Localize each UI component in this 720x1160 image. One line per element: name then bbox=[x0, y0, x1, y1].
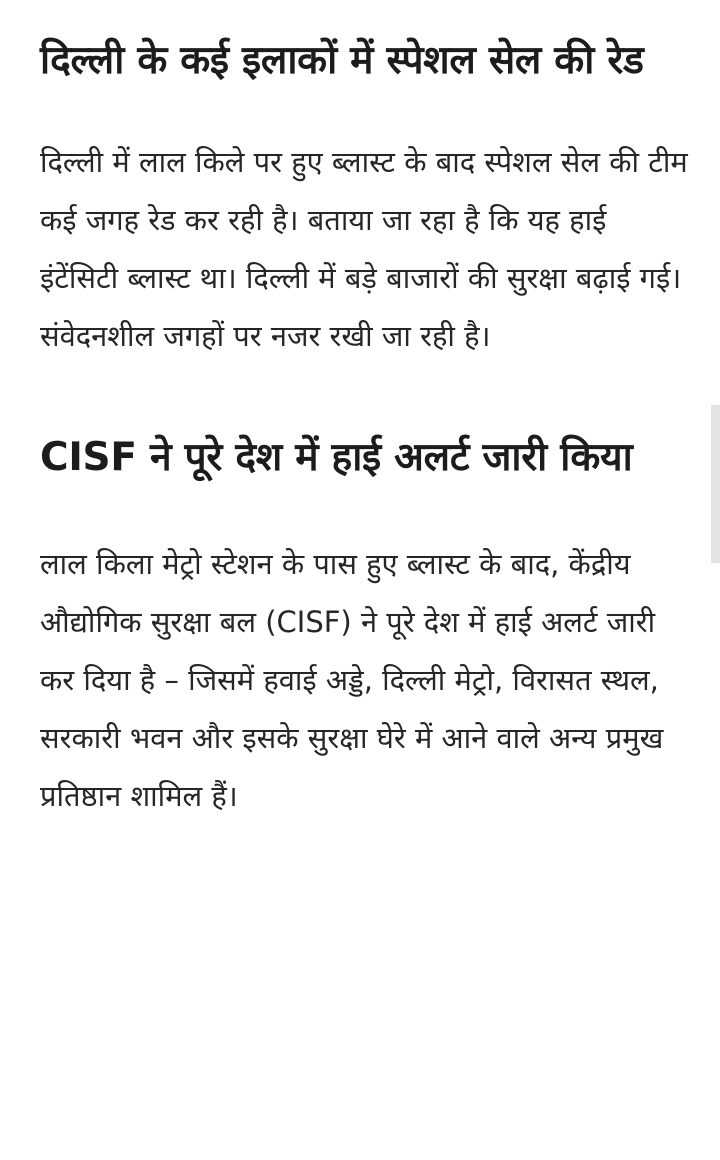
section-body-special-cell-raid: दिल्ली में लाल किले पर हुए ब्लास्ट के बाद स्पेशल सेल की टीम कई जगह रेड कर रही है। बताया जा रहा है कि यह हाई इंटेंसिटी ब्लास्ट था। दिल्ली में बड़े बाजारों की सुरक्षा बढ़ाई गई। संवेदनशील जगहों पर नजर रखी जा रही है। bbox=[40, 145, 688, 353]
section-body-cisf-high-alert: लाल किला मेट्रो स्टेशन के पास हुए ब्लास्ट के बाद, केंद्रीय औद्योगिक सुरक्षा बल (CISF) ने पूरे देश में हाई अलर्ट जारी कर दिया है – जिसमें हवाई अड्डे, दिल्ली मेट्रो, विरासत स्थल, सरकारी भवन और इसके सुरक्षा घेरे में आने वाले अन्य प्रमुख प्रतिष्ठान शामिल हैं। bbox=[40, 547, 664, 813]
scrollbar-thumb[interactable] bbox=[711, 405, 720, 563]
section-heading-special-cell-raid: दिल्ली के कई इलाकों में स्पेशल सेल की रेड bbox=[40, 38, 644, 83]
section-heading-cisf-high-alert: CISF ने पूरे देश में हाई अलर्ट जारी किया bbox=[40, 435, 633, 480]
article-content bbox=[40, 22, 688, 825]
